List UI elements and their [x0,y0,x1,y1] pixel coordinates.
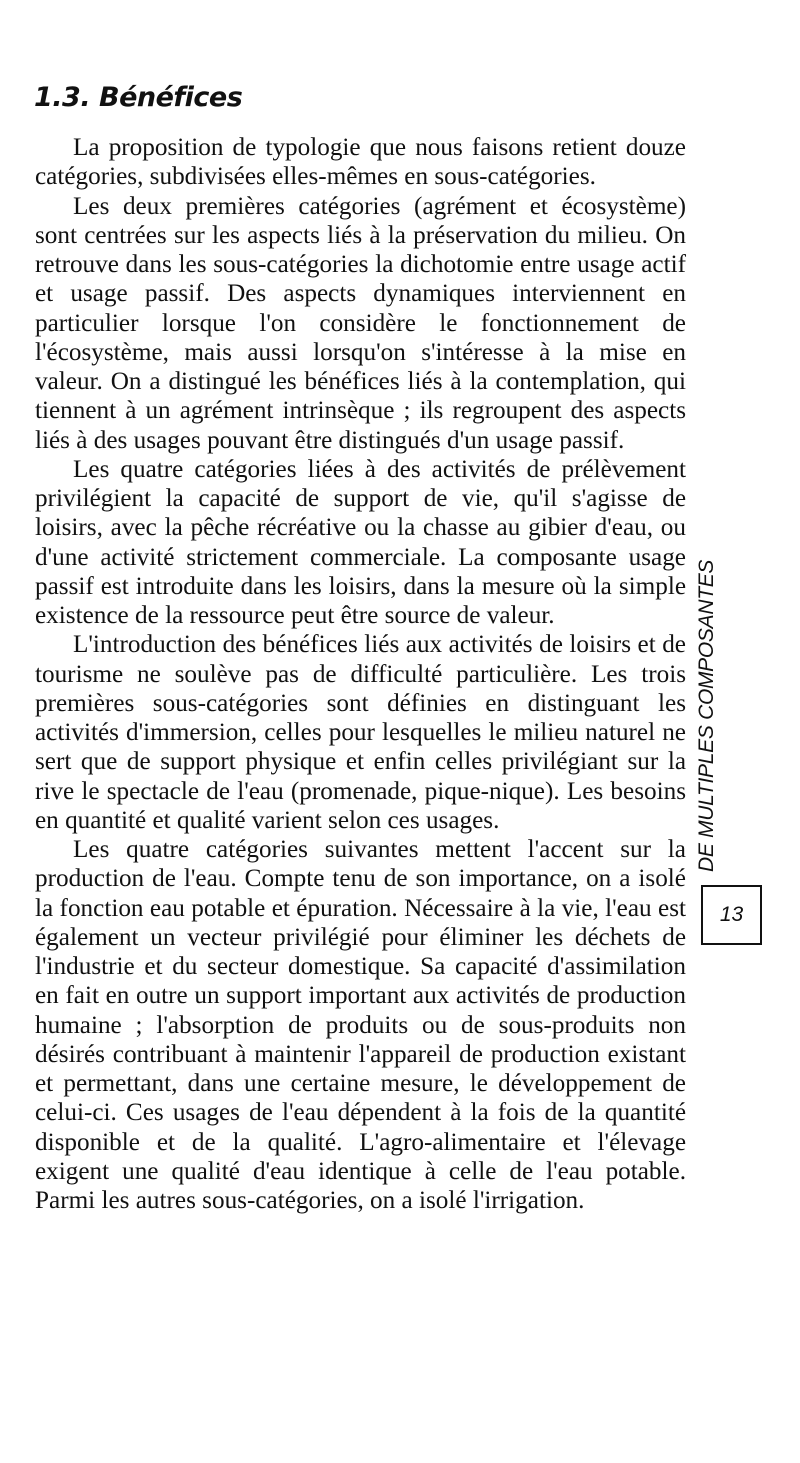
paragraph-4: L'introduction des bénéfices liés aux activités de loisirs et de tourisme ne soulève pas de difficulté particulière. Les trois premières sous-catégories sont définies en distinguant les activités d'immersion, celles pour lesquelles le milieu naturel ne sert que de support physique et enfin celles privilégiant sur la rive le spectacle de l'eau (promenade, pique-nique). Les besoins en quantité et qualité varient selon ces usages. [35,631,686,834]
page-number: 13 [701,885,762,945]
paragraph-2: Les deux premières catégories (agrément et écosystème) sont centrées sur les aspects liés à la préservation du milieu. On retrouve dans les sous-catégories la dichotomie entre usage actif et usage passif. Des aspects dynamiques interviennent en particulier lorsque l'on considère le fonctionnement de l'écosystème, mais aussi lorsqu'on s'intéresse à la mise en valeur. On a distingué les bénéfices liés à la contemplation, qui tiennent à un agrément intrinsèque ; ils regroupent des aspects liés à des usages pouvant être distingués d'un usage passif. [35,192,686,454]
paragraph-5: Les quatre catégories suivantes mettent l'accent sur la production de l'eau. Compte tenu de son importance, on a isolé la fonction eau potable et épuration. Nécessaire à la vie, l'eau est également un vecteur privilégié pour éliminer les déchets de l'industrie et du secteur domestique. Sa capacité d'assimilation en fait en outre un support important aux activités de production humaine ; l'absorption de produits ou de sous-produits non désirés contribuant à maintenir l'appareil de production existant et permettant, dans une certaine mesure, le développement de celui-ci. Ces usages de l'eau dépendent à la fois de la quantité disponible et de la qualité. L'agro-alimentaire et l'élevage exigent une qualité d'eau identique à celle de l'eau potable. Parmi les autres sous-catégories, on a isolé l'irrigation. [35,836,686,1214]
body-text [35,133,686,1215]
paragraph-1: La proposition de typologie que nous faisons retient douze catégories, subdivisées elles-mêmes en sous-catégories. [35,134,686,191]
section-heading: 1.3. Bénéfices [34,82,243,113]
running-title: DE MULTIPLES COMPOSANTES [695,559,718,872]
paragraph-3: Les quatre catégories liées à des activités de prélèvement privilégient la capacité de support de vie, qu'il s'agisse de loisirs, avec la pêche récréative ou la chasse au gibier d'eau, ou d'une activité strictement commerciale. La composante usage passif est introduite dans les loisirs, dans la mesure où la simple existence de la ressource peut être source de valeur. [35,455,686,629]
